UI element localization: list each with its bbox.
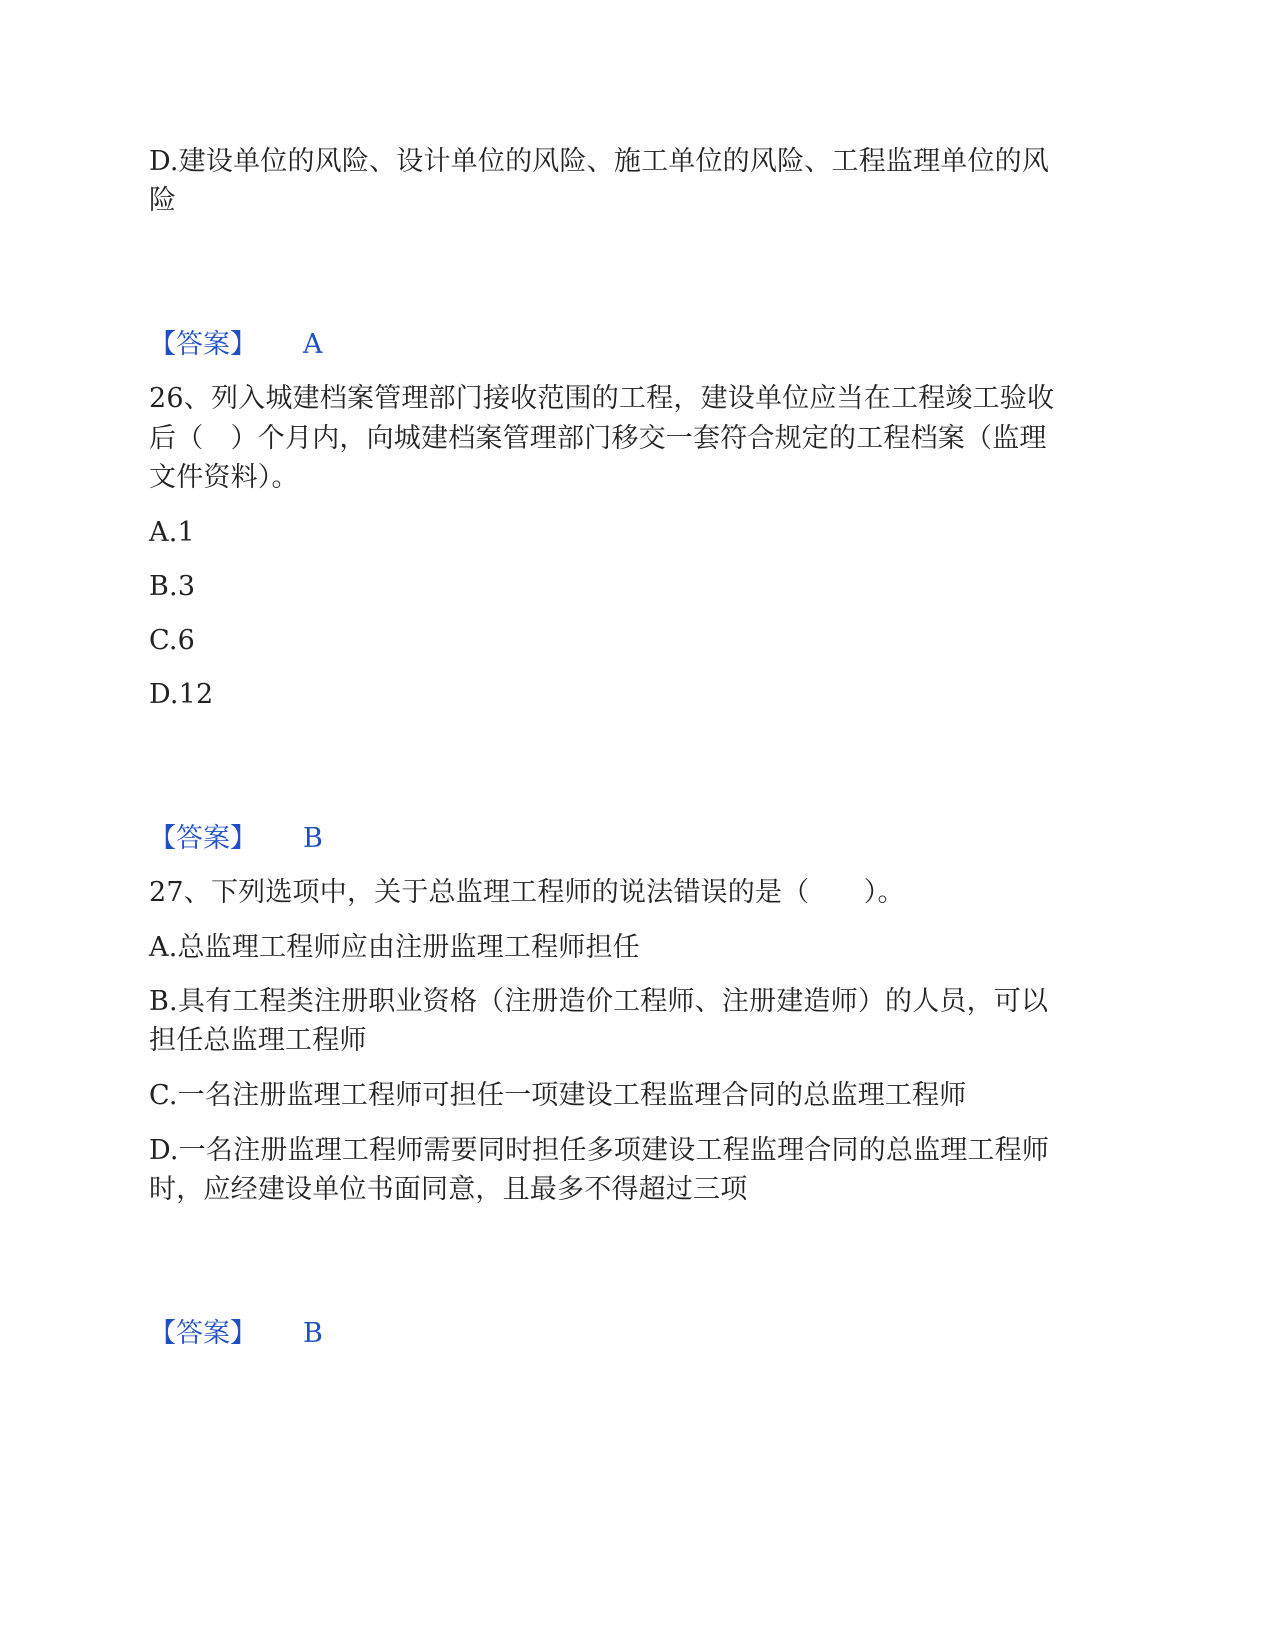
q25-answer-value: A [303, 329, 323, 360]
q27-option-b-line2: 担任总监理工程师 [149, 1025, 367, 1056]
q26-answer-value: B [303, 823, 323, 854]
q27-option-c: C.一名注册监理工程师可担任一项建设工程监理合同的总监理工程师 [149, 1080, 967, 1111]
q25-answer [149, 325, 323, 365]
q26-option-b: B.3 [149, 571, 196, 602]
q25-option-d-line1: D.建设单位的风险、设计单位的风险、施工单位的风险、工程监理单位的风 [149, 146, 1050, 177]
q26-option-c: C.6 [149, 625, 196, 656]
q25-answer-tag: 【答案】 [149, 329, 257, 360]
q26-stem-line2: 后（ ）个月内，向城建档案管理部门移交一套符合规定的工程档案（监理 [149, 423, 1047, 454]
q27-option-a: A.总监理工程师应由注册监理工程师担任 [149, 932, 640, 963]
q26-stem-line1: 26、列入城建档案管理部门接收范围的工程，建设单位应当在工程竣工验收 [149, 383, 1055, 414]
q25-option-d-line2: 险 [149, 185, 177, 216]
q26-option-d: D.12 [149, 679, 214, 710]
q27-stem: 27、下列选项中，关于总监理工程师的说法错误的是（ ）。 [149, 877, 905, 908]
q26-stem-line3: 文件资料）。 [149, 462, 299, 493]
q27-option-d-line1: D.一名注册监理工程师需要同时担任多项建设工程监理合同的总监理工程师 [149, 1135, 1050, 1166]
q26-answer-tag: 【答案】 [149, 823, 257, 854]
q27-answer-value: B [303, 1318, 323, 1349]
q26-answer [149, 819, 323, 859]
q27-answer-tag: 【答案】 [149, 1318, 257, 1349]
q27-answer [149, 1314, 323, 1354]
q27-option-d-line2: 时，应经建设单位书面同意，且最多不得超过三项 [149, 1174, 748, 1205]
q27-option-b-line1: B.具有工程类注册职业资格（注册造价工程师、注册建造师）的人员，可以 [149, 986, 1049, 1017]
q26-option-a: A.1 [149, 517, 195, 548]
